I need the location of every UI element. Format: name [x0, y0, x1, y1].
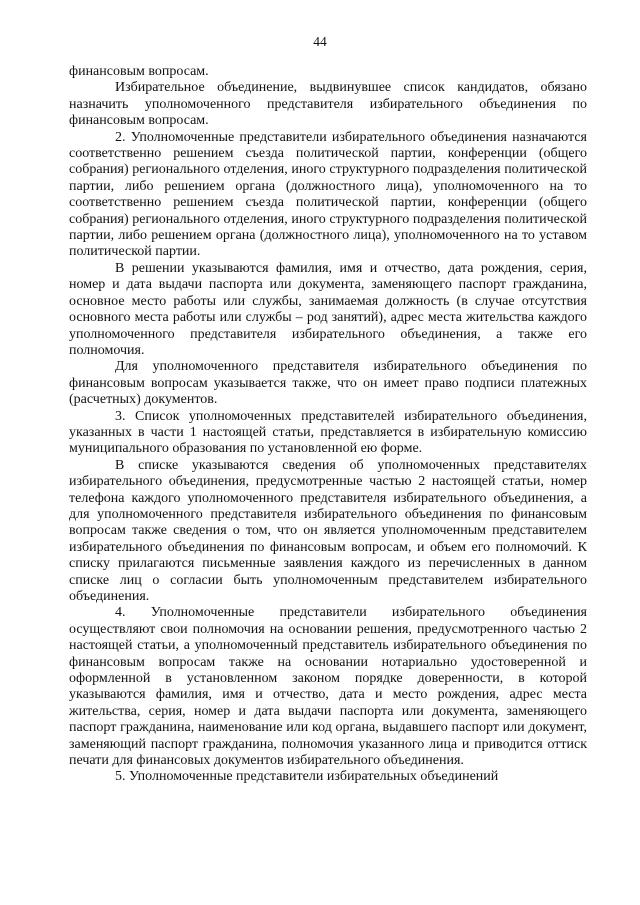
paragraph: 3. Список уполномоченных представителей избирательного объединения, указанных в части 1 настоящей статьи, представляется в избирательную комиссию муниципального образования по установленной ею форме.: [69, 408, 587, 457]
paragraph: 2. Уполномоченные представители избирательного объединения назначаются соответственно решением съезда политической партии, конференции (общего собрания) регионального отделения, иного структурного подразделения политической партии, либо решением органа (должностного лица), уполномоченного на то соответственно решением съезда политической партии, конференции (общего собрания) регионального отделения, иного структурного подразделения политической партии, либо решением органа (должностного лица), уполномоченного на то уставом политической партии.: [69, 129, 587, 260]
paragraph-continuation: финансовым вопросам.: [69, 64, 209, 79]
paragraph: В списке указываются сведения об уполномоченных представителях избирательного объединения, предусмотренные частью 2 настоящей статьи, номер телефона каждого уполномоченного представителя избирательного объединения, а для уполномоченного представителя избирательного объединения по финансовым вопросам также сведения о том, что он является уполномоченным представителем избирательного объединения по финансовым вопросам, и объем его полномочий. К списку прилагаются письменные заявления каждого из перечисленных в данном списке лиц о согласии быть уполномоченным представителем избирательного объединения.: [69, 457, 587, 604]
paragraph: В решении указываются фамилия, имя и отчество, дата рождения, серия, номер и дата выдачи паспорта или документа, заменяющего паспорт гражданина, основное место работы или службы, занимаемая должность (в случае отсутствия основного места работы или службы – род занятий), адрес места жительства каждого уполномоченного представителя избирательного объединения, а также его полномочия.: [69, 260, 587, 358]
paragraph: 4. Уполномоченные представители избирательного объединения осуществляют свои полномочия на основании решения, предусмотренного частью 2 настоящей статьи, а уполномоченный представитель избирательного объединения по финансовым вопросам также на основании нотариально удостоверенной и оформленной в установленном законом порядке доверенности, в которой указываются фамилия, имя и отчество, дата и место рождения, адрес места жительства, серия, номер и дата выдачи паспорта или документа, заменяющего паспорт гражданина, наименование или код органа, выдавшего паспорт или документ, заменяющий паспорт гражданина, полномочия указанного лица и приводится оттиск печати для финансовых документов избирательного объединения.: [69, 605, 587, 769]
page-number: 44: [313, 34, 327, 49]
paragraph: Для уполномоченного представителя избирательного объединения по финансовым вопросам указывается также, что он имеет право подписи платежных (расчетных) документов.: [69, 359, 587, 408]
body-text: [69, 64, 587, 786]
paragraph: Избирательное объединение, выдвинувшее список кандидатов, обязано назначить уполномоченного представителя избирательного объединения по финансовым вопросам.: [69, 80, 587, 129]
paragraph: 5. Уполномоченные представители избирательных объединений: [115, 769, 499, 785]
